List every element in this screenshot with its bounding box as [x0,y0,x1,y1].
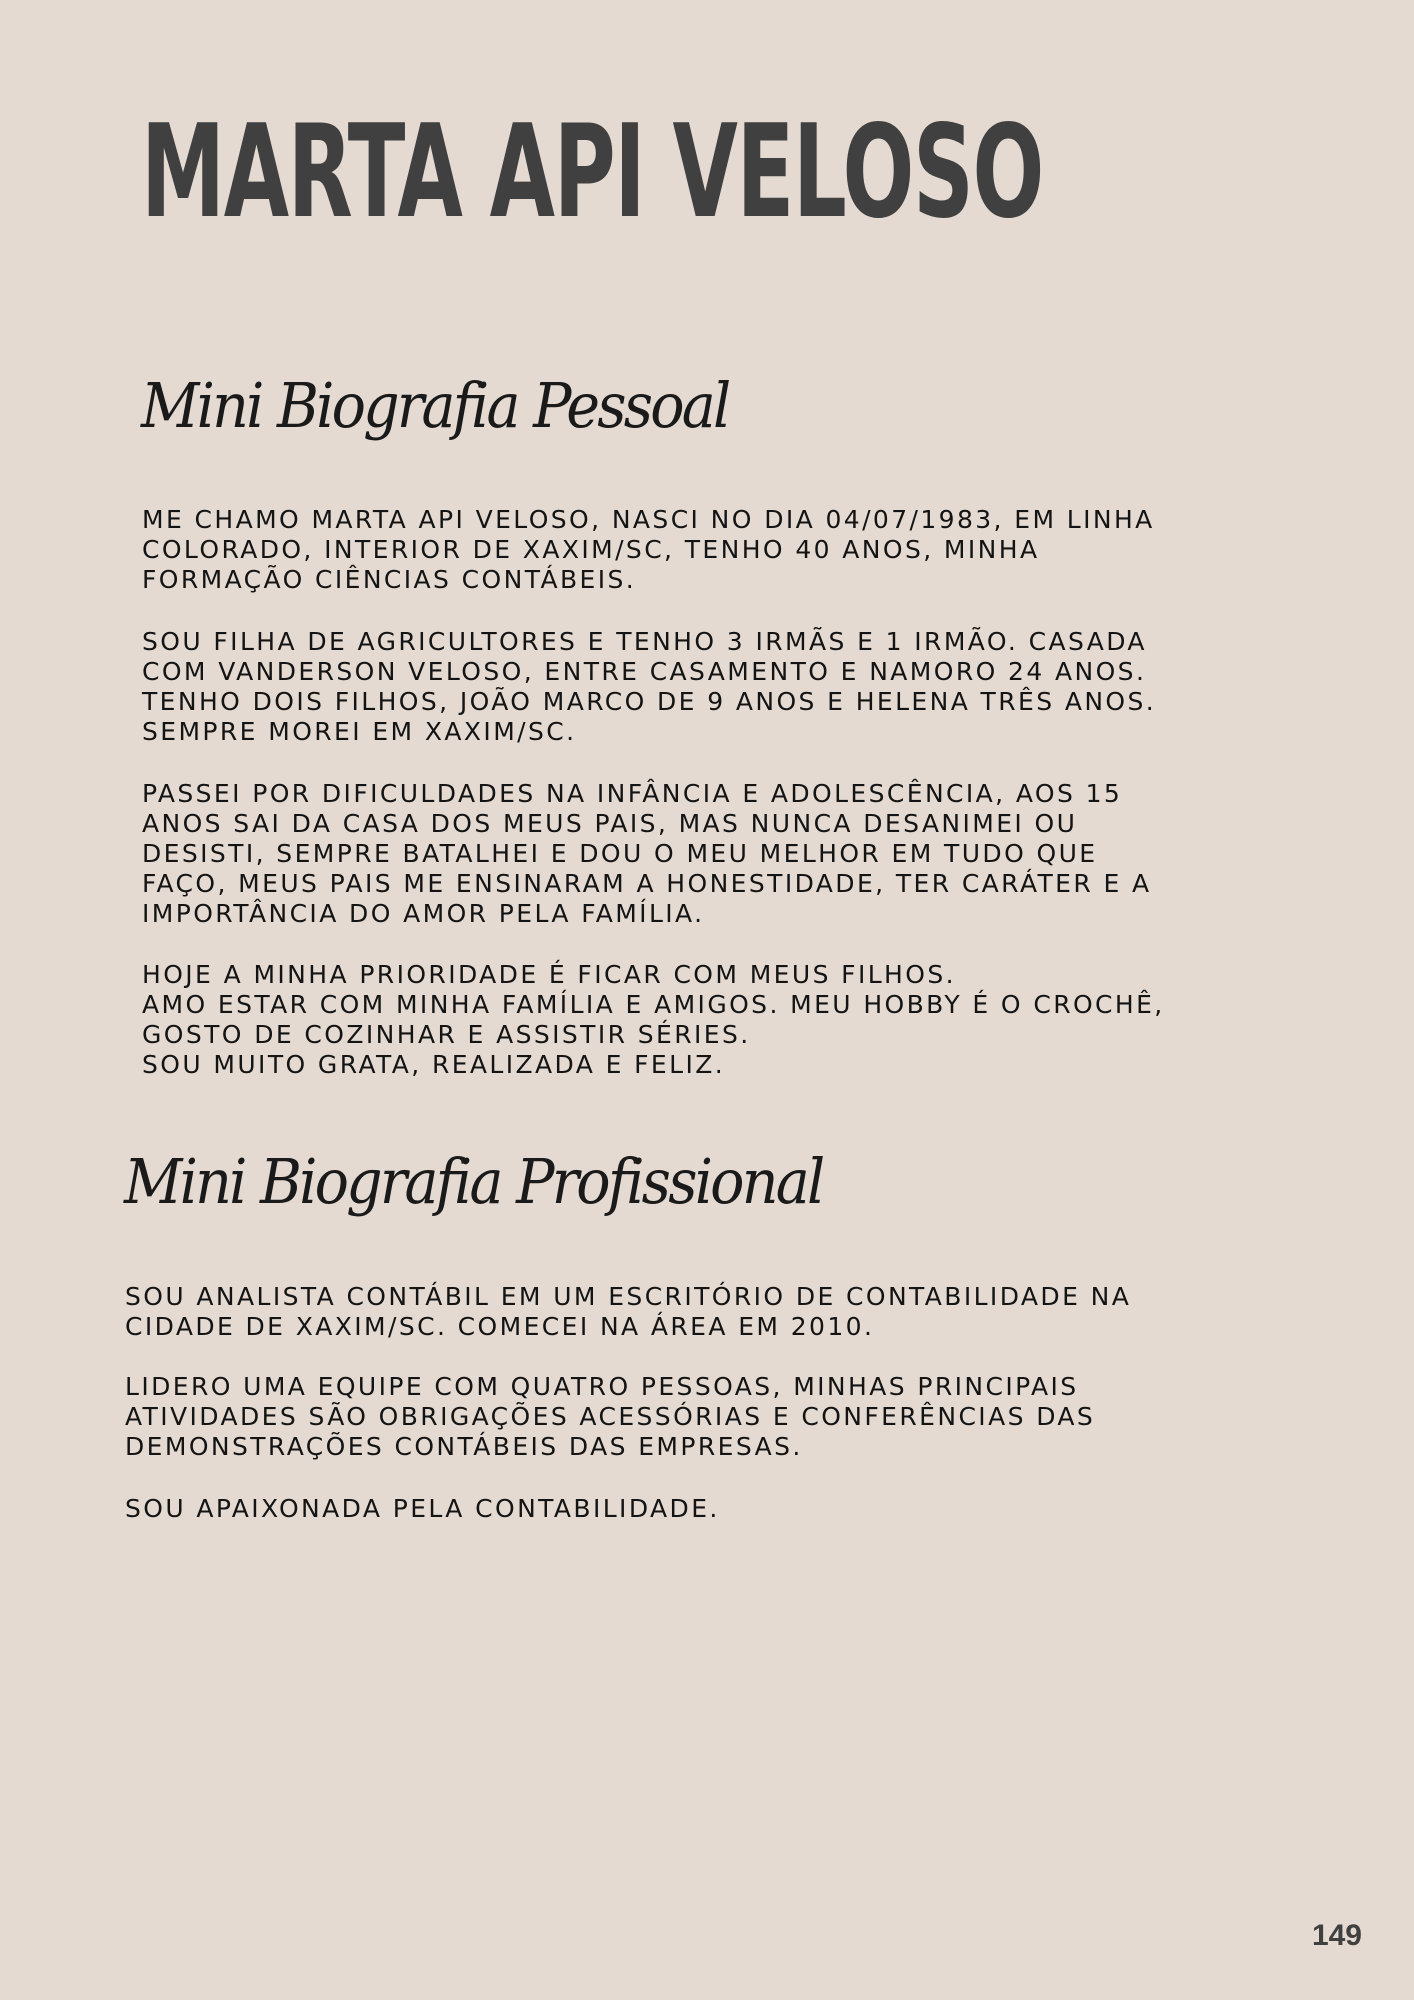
professional-bio-heading: Mini Biografia Profissional [124,1145,823,1218]
professional-bio-paragraph: SOU ANALISTA CONTÁBIL EM UM ESCRITÓRIO DE CONTABILIDADE NA CIDADE DE XAXIM/SC. COMECEI NA ÁREA EM 2010. [125,1282,1132,1341]
personal-bio-heading: Mini Biografia Pessoal [141,369,729,442]
page-number: 149 [1311,1919,1362,1952]
personal-bio-paragraph: SOU FILHA DE AGRICULTORES E TENHO 3 IRMÃS E 1 IRMÃO. CASADA COM VANDERSON VELOSO, ENTRE CASAMENTO E NAMORO 24 ANOS. TENHO DOIS FILHOS, JOÃO MARCO DE 9 ANOS E HELENA TRÊS ANOS. SEMPRE MOREI EM XAXIM/SC. [142,627,1157,746]
professional-bio-paragraph: LIDERO UMA EQUIPE COM QUATRO PESSOAS, MINHAS PRINCIPAIS ATIVIDADES SÃO OBRIGAÇÕES ACESSÓRIAS E CONFERÊNCIAS DAS DEMONSTRAÇÕES CONTÁBEIS DAS EMPRESAS. [125,1372,1096,1461]
page-title: MARTA API VELOSO [141,98,1043,247]
personal-bio-paragraph: ME CHAMO MARTA API VELOSO, NASCI NO DIA 04/07/1983, EM LINHA COLORADO, INTERIOR DE XAXIM/SC, TENHO 40 ANOS, MINHA FORMAÇÃO CIÊNCIAS CONTÁBEIS. [142,505,1155,594]
professional-bio-paragraph: SOU APAIXONADA PELA CONTABILIDADE. [125,1494,720,1523]
personal-bio-paragraph: HOJE A MINHA PRIORIDADE É FICAR COM MEUS FILHOS. AMO ESTAR COM MINHA FAMÍLIA E AMIGOS. MEU HOBBY É O CROCHÊ, GOSTO DE COZINHAR E ASSISTIR SÉRIES. SOU MUITO GRATA, REALIZADA E FELIZ. [142,960,1165,1079]
personal-bio-paragraph: PASSEI POR DIFICULDADES NA INFÂNCIA E ADOLESCÊNCIA, AOS 15 ANOS SAI DA CASA DOS MEUS PAIS, MAS NUNCA DESANIMEI OU DESISTI, SEMPRE BATALHEI E DOU O MEU MELHOR EM TUDO QUE FAÇO, MEUS PAIS ME ENSINARAM A HONESTIDADE, TER CARÁTER E A IMPORTÂNCIA DO AMOR PELA FAMÍLIA. [142,779,1152,928]
